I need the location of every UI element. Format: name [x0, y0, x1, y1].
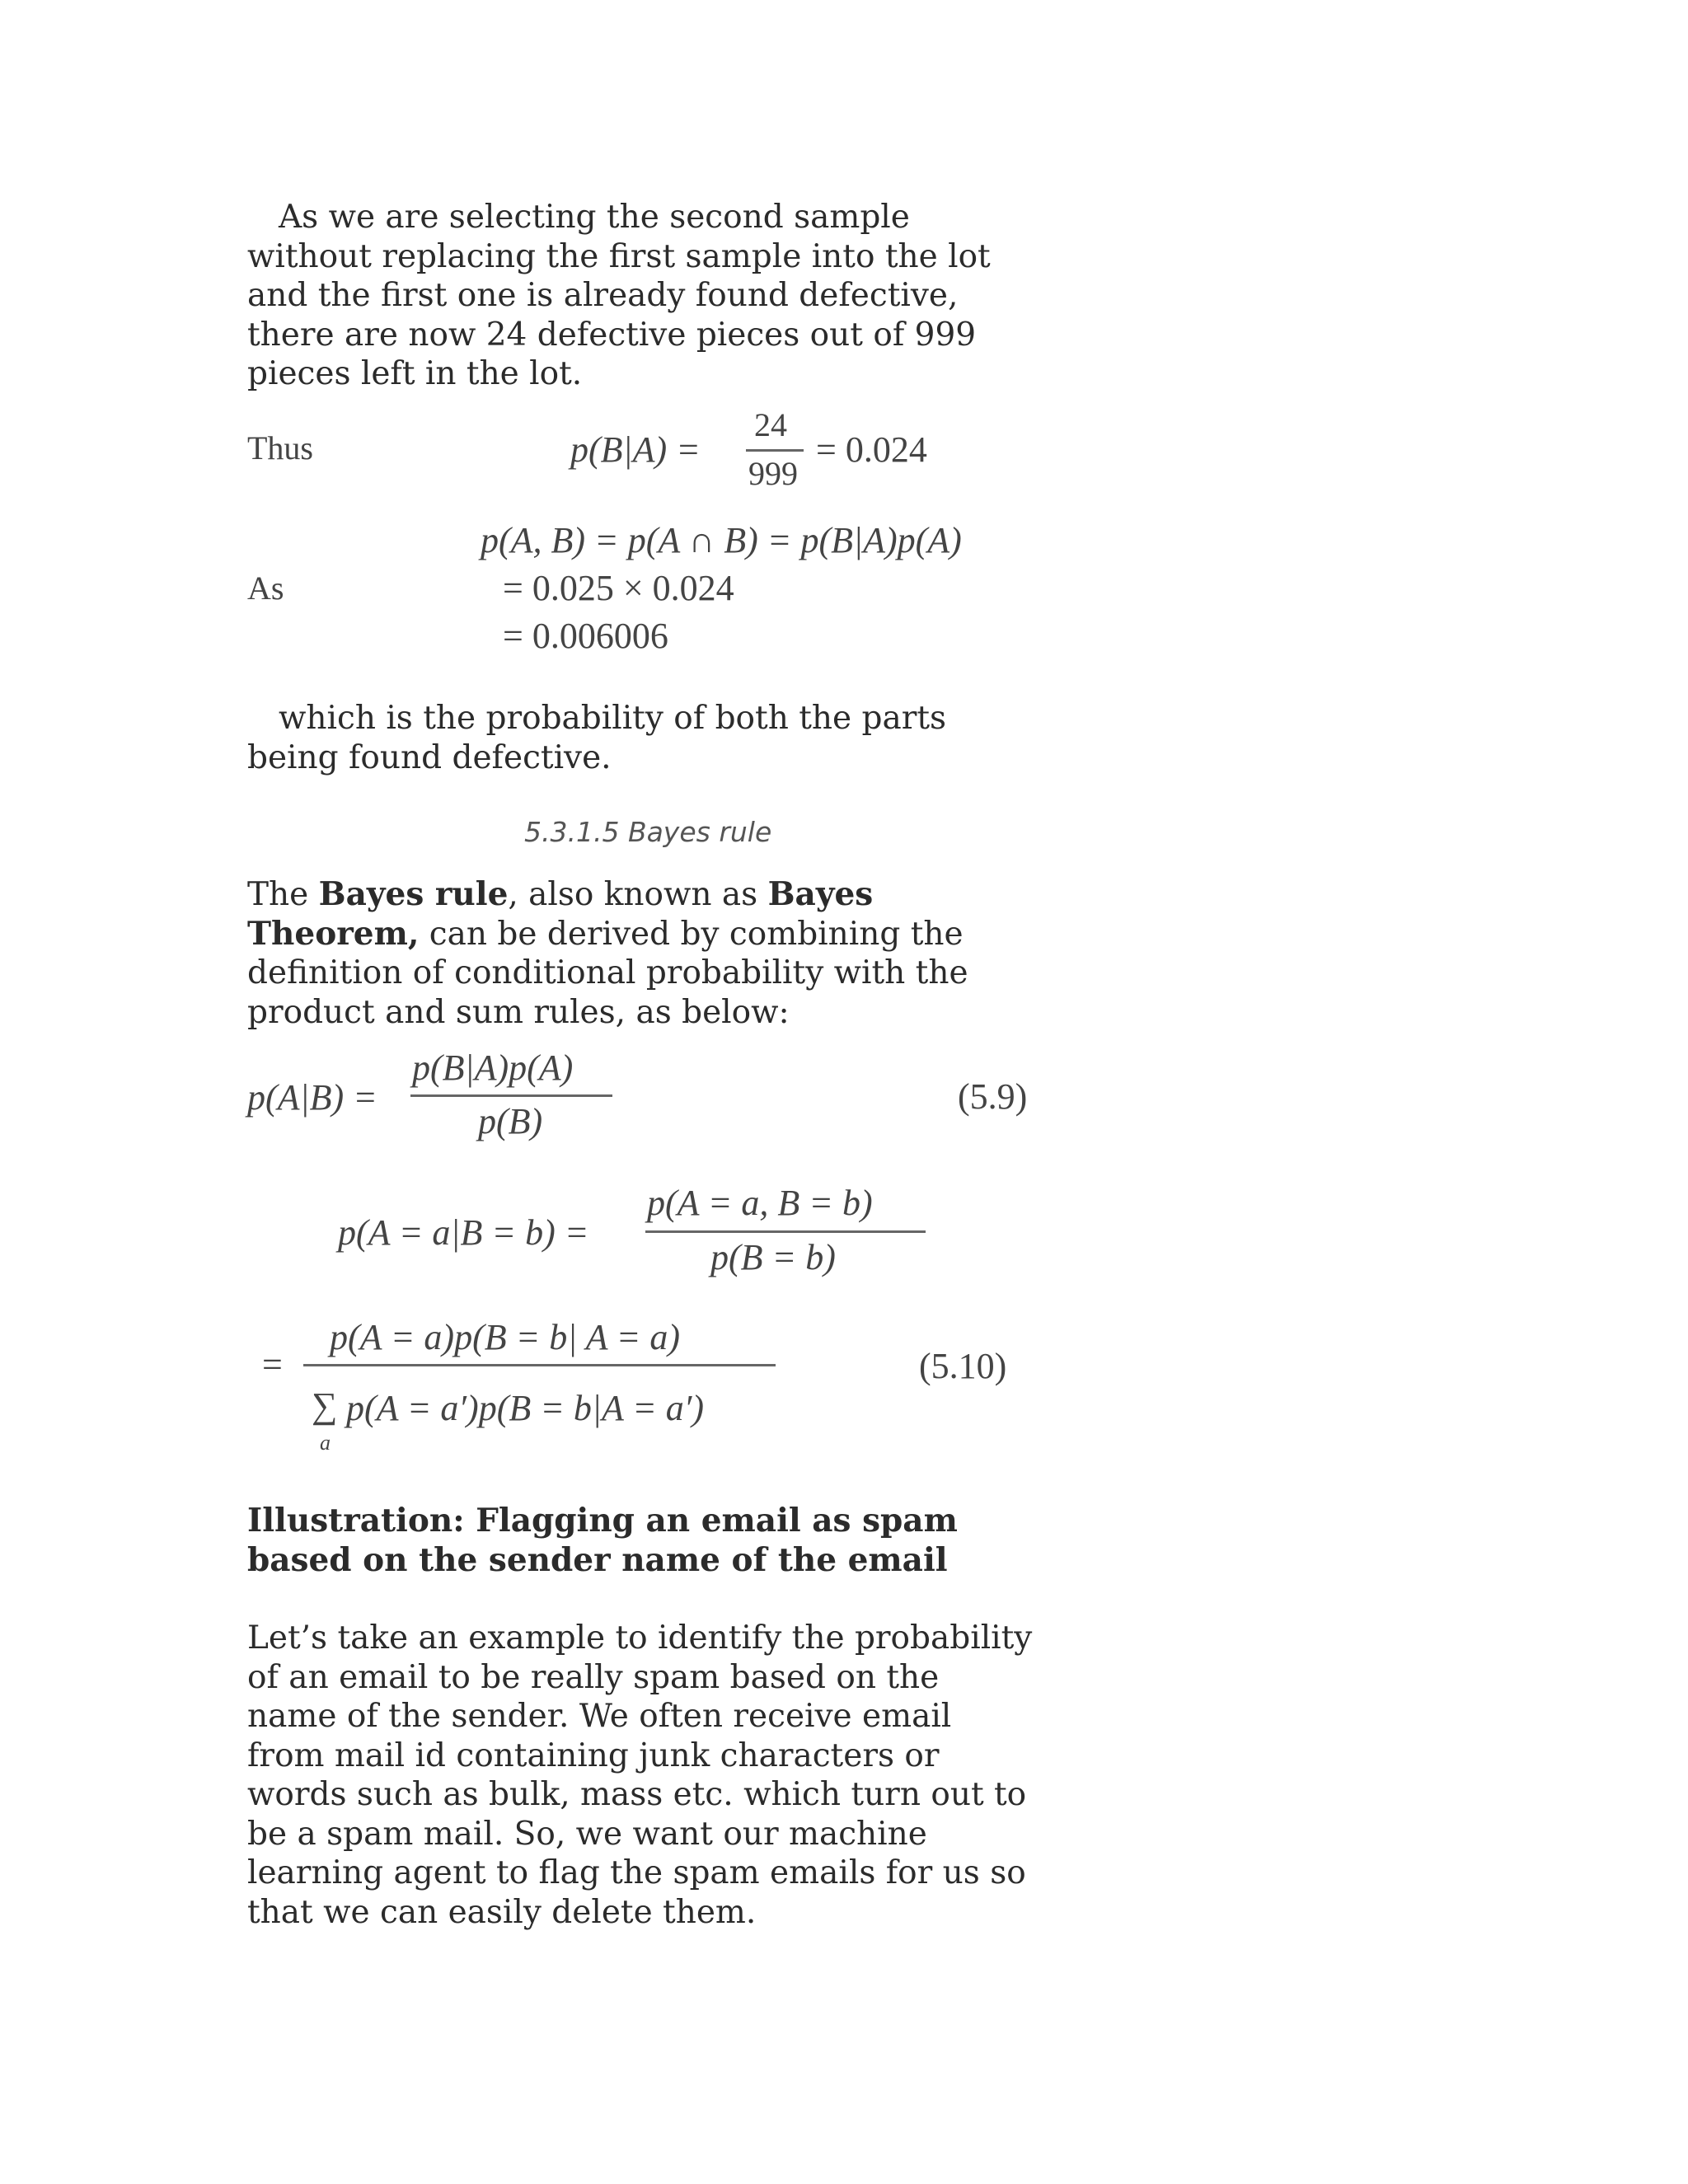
eq-510b-equals: = — [262, 1344, 283, 1385]
eq-59-lhs: p(A|B) = — [247, 1077, 377, 1118]
eq-thus-denominator: 999 — [748, 455, 798, 492]
eq-thus-rhs: = 0.024 — [816, 429, 927, 470]
paragraph-probability-both-defective: which is the probability of both the parts being found defective. — [247, 700, 947, 776]
sum-index: a — [320, 1431, 331, 1455]
paragraph-intro: As we are selecting the second sample without replacing the first sample into the lot and the first one is already found defective, there are now 24 defective pieces out of 999 pieces left in the lot. — [247, 199, 991, 392]
eq-510a-lhs: p(A = a|B = b) = — [338, 1212, 589, 1253]
eq-as-line1: p(A, B) = p(A ∩ B) = p(B|A)p(A) — [481, 520, 962, 560]
eq-510b-numerator: p(A = a)p(B = b| A = a) — [330, 1317, 681, 1357]
eq-510b-fraction-bar — [303, 1364, 776, 1366]
eq-thus-lhs: p(B|A) = — [570, 429, 701, 470]
text-segment: The — [247, 876, 319, 913]
text-segment: , also known as — [508, 876, 768, 913]
label-as: As — [247, 569, 284, 607]
illustration-title: Illustration: Flagging an email as spam based on the sender name of the email — [247, 1502, 958, 1579]
text-segment: can be derived by combining the definition of conditional probability with the product and sum rules, as below: — [247, 915, 968, 1031]
eq-as-line2: = 0.025 × 0.024 — [503, 568, 734, 608]
label-thus: Thus — [247, 429, 313, 466]
eq-as-line3: = 0.006006 — [503, 616, 668, 656]
eq-510a-fraction-bar — [645, 1230, 926, 1233]
eq-510b-denominator: p(A = a′)p(B = b|A = a′) — [346, 1388, 705, 1428]
eq-510a-denominator: p(B = b) — [710, 1237, 836, 1277]
eq-59-denominator: p(B) — [478, 1101, 543, 1141]
term-bayes-rule: Bayes rule — [318, 875, 509, 913]
paragraph-spam-example: Let’s take an example to identify the probability of an email to be really spam based on the name of the sender. We often receive email from mail id containing junk characters or words such as bulk, mass etc. which turn out to be a spam mail. So, we want our machine learning agent to flag the spam emails for us so that we can easily delete them. — [247, 1619, 1033, 1931]
eq-510a-numerator: p(A = a, B = b) — [647, 1183, 873, 1223]
eq-59-number: (5.9) — [958, 1076, 1028, 1117]
eq-510-number: (5.10) — [919, 1346, 1007, 1386]
eq-thus-numerator: 24 — [754, 406, 787, 443]
section-heading-bayes-rule: 5.3.1.5 Bayes rule — [524, 816, 772, 848]
eq-59-fraction-bar — [410, 1094, 612, 1097]
term-bayes-theorem: Bayes Theorem, — [247, 875, 874, 953]
paragraph-bayes-definition — [247, 875, 1039, 1032]
eq-59-numerator: p(B|A)p(A) — [412, 1047, 574, 1088]
eq-thus-fraction-bar — [746, 449, 804, 452]
sum-symbol: ∑ — [312, 1385, 338, 1426]
